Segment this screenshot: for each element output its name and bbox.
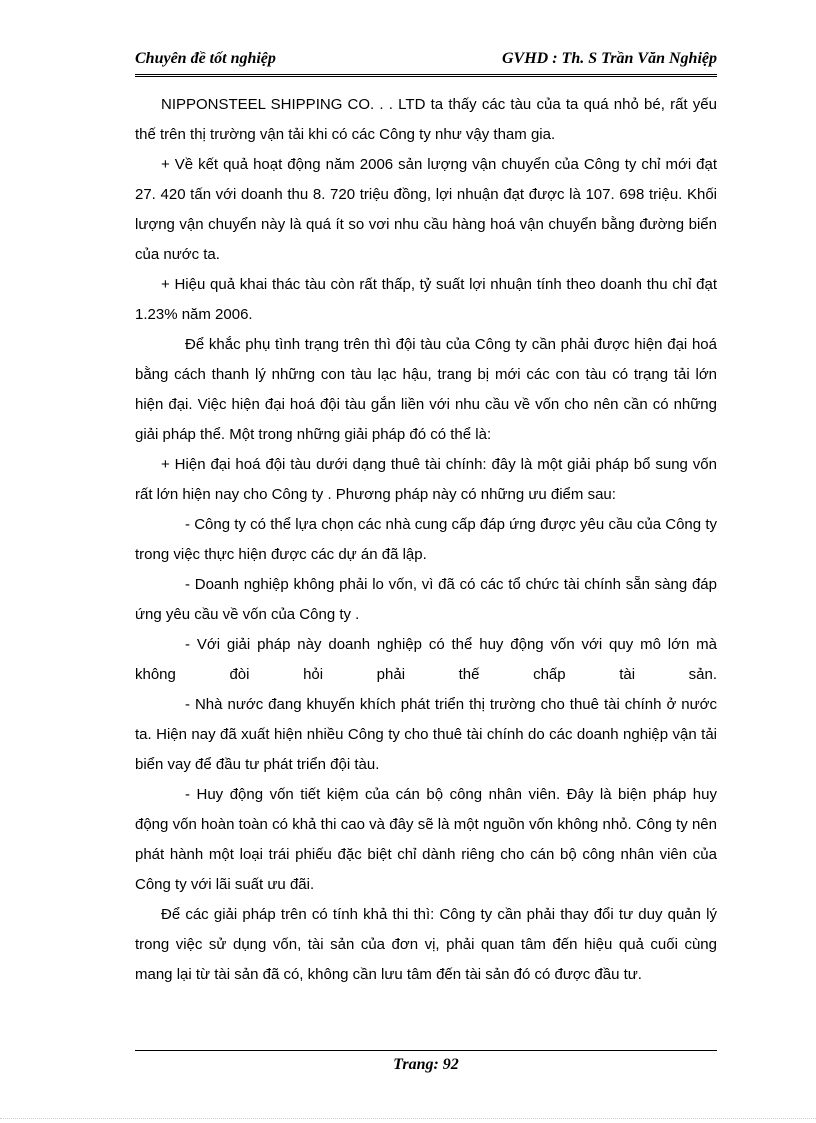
footer-divider: [135, 1050, 717, 1051]
paragraph: - Doanh nghiệp không phải lo vốn, vì đã có các tổ chức tài chính sẵn sàng đáp ứng yêu cầu về vốn của Công ty .: [135, 576, 717, 623]
paragraph: Để các giải pháp trên có tính khả thi thì: Công ty cần phải thay đổi tư duy quản lý trong việc sử dụng vốn, tài sản của đơn vị, phải quan tâm đến hiệu quả cuối cùng mang lại từ tài sản đã có, không cần lưu tâm đến tài sản đó có được đầu tư.: [135, 906, 717, 983]
paragraph: + Về kết quả hoạt động năm 2006 sản lượng vận chuyển của Công ty chỉ mới đạt 27. 420 tấn với doanh thu 8. 720 triệu đồng, lợi nhuận đạt được là 107. 698 triệu. Khối lượng vận chuyển này là quá ít so vơi nhu cầu hàng hoá vận chuyển bằng đường biển của nước ta.: [135, 156, 717, 263]
page-number: Trang: 92: [393, 1056, 459, 1073]
document-body: [135, 90, 717, 990]
header-supervisor: GVHD : Th. S Trần Văn Nghiệp: [502, 50, 717, 67]
paragraph: + Hiệu quả khai thác tàu còn rất thấp, tỷ suất lợi nhuận tính theo doanh thu chỉ đạt 1.23% năm 2006.: [135, 276, 717, 323]
paragraph: - Với giải pháp này doanh nghiệp có thể huy động vốn với quy mô lớn mà không đòi hỏi phải thế chấp tài sản.: [135, 636, 717, 683]
paragraph: NIPPONSTEEL SHIPPING CO. . . LTD ta thấy các tàu của ta quá nhỏ bé, rất yếu thế trên thị trường vận tải khi có các Công ty như vậy tham gia.: [135, 96, 717, 143]
paragraph: + Hiện đại hoá đội tàu dưới dạng thuê tài chính: đây là một giải pháp bổ sung vốn rất lớn hiện nay cho Công ty . Phương pháp này có những ưu điểm sau:: [135, 456, 717, 503]
paragraph: - Công ty có thể lựa chọn các nhà cung cấp đáp ứng được yêu cầu của Công ty trong việc thực hiện được các dự án đã lập.: [135, 516, 717, 563]
header-title: Chuyên đề tốt nghiệp: [135, 50, 276, 67]
paragraph: - Nhà nước đang khuyến khích phát triển thị trường cho thuê tài chính ở nước ta. Hiện nay đã xuất hiện nhiều Công ty cho thuê tài chính do các doanh nghiệp vận tải biển vay để đầu tư phát triển đội tàu.: [135, 696, 717, 773]
paragraph: Để khắc phụ tình trạng trên thì đội tàu của Công ty cần phải được hiện đại hoá bằng cách thanh lý những con tàu lạc hậu, trang bị mới các con tàu có trạng tải lớn hiện đại. Việc hiện đại hoá đội tàu gắn liền với nhu cầu về vốn cho nên cần có những giải pháp thể. Một trong những giải pháp đó có thể là:: [135, 336, 717, 443]
page-edge-divider: [0, 1118, 816, 1119]
paragraph: - Huy động vốn tiết kiệm của cán bộ công nhân viên. Đây là biện pháp huy động vốn hoàn toàn có khả thi cao và đây sẽ là một nguồn vốn không nhỏ. Công ty nên phát hành một loại trái phiếu đặc biệt chỉ dành riêng cho cán bộ công nhân viên của Công ty với lãi suất ưu đãi.: [135, 786, 717, 893]
page-header: [135, 44, 717, 77]
